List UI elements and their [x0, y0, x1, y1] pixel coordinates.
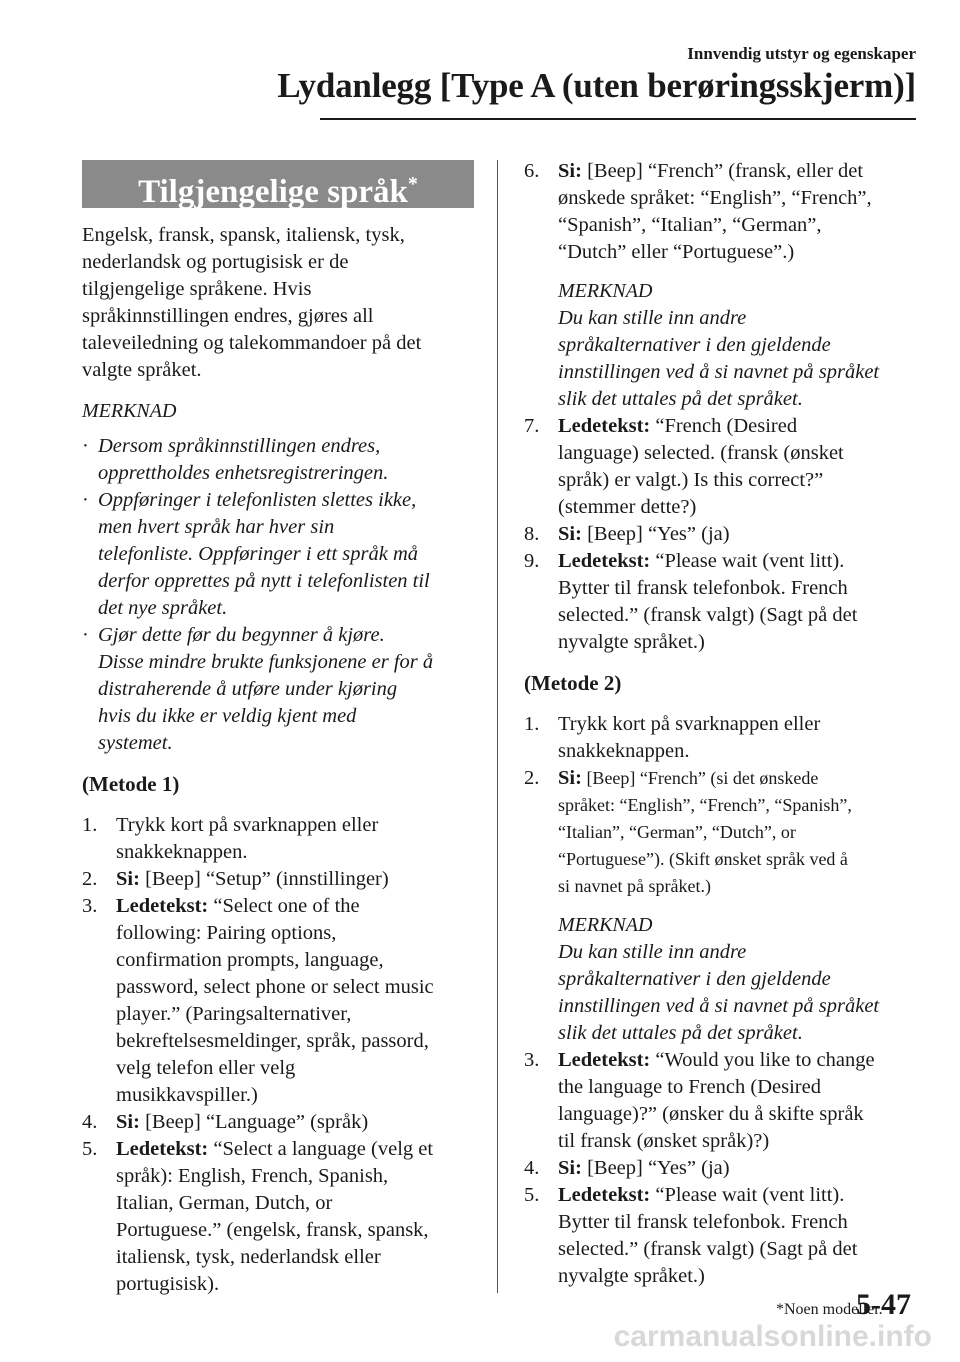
note-line: innstillingen ved å si navnet på språket: [558, 361, 880, 383]
step-content: til fransk (ønsket språk)?): [558, 1130, 770, 1152]
step-line: [524, 575, 916, 602]
step-text: [116, 866, 474, 893]
step-line: [524, 1155, 916, 1182]
bullet-text: distraherende å utføre under kjøring: [98, 678, 398, 700]
step-line: [82, 920, 474, 947]
intro-line: taleveiledning og talekommandoer på det: [82, 332, 422, 354]
step-number: [82, 1244, 116, 1271]
bullet-dot: ·: [82, 624, 89, 646]
note-line: Du kan stille inn andre: [558, 307, 747, 329]
step-label: Ledetekst:: [558, 1049, 651, 1071]
step-line: [524, 521, 916, 548]
intro-line: nederlandsk og portugisisk er de: [82, 251, 349, 273]
step-text: [116, 893, 474, 920]
step-line: [82, 974, 474, 1001]
step-line: [82, 1028, 474, 1055]
step-line: [82, 839, 474, 866]
step-text: [116, 1190, 474, 1217]
step-label: Ledetekst:: [558, 550, 651, 572]
step-number: 6.: [524, 160, 540, 182]
step-text: [116, 839, 474, 866]
step-number: 4.: [524, 1157, 540, 1179]
step-line: [82, 1163, 474, 1190]
step-line: [524, 440, 916, 467]
bullet-dot: [82, 703, 98, 730]
step-content: “Please wait (vent litt).: [650, 1184, 845, 1206]
step-number: [82, 1163, 116, 1190]
step-line: [82, 1136, 474, 1163]
step-content: language) selected. (fransk (ønsket: [558, 442, 844, 464]
step-text: [558, 185, 916, 212]
step-label: Si:: [116, 868, 140, 890]
header-rule: [320, 118, 916, 120]
step-number: [524, 792, 558, 819]
step-content: confirmation prompts, language,: [116, 949, 384, 971]
step-line: [524, 413, 916, 440]
note-bullet-line: [82, 541, 474, 568]
step-text: [116, 1136, 474, 1163]
bullet-dot: ·: [82, 435, 89, 457]
note-line: språkalternativer i den gjeldende: [558, 334, 831, 356]
note-line: innstillingen ved å si navnet på språket: [558, 995, 880, 1017]
step-content: snakkeknappen.: [116, 841, 248, 863]
bullet-text: derfor opprettes på nytt i telefonlisten til: [98, 570, 430, 592]
step-text: [116, 1109, 474, 1136]
step-content: Portuguese.” (engelsk, fransk, spansk,: [116, 1219, 429, 1241]
step-content: selected.” (fransk valgt) (Sagt på det: [558, 604, 858, 626]
step-content: “Please wait (vent litt).: [650, 550, 845, 572]
step-number: 5.: [82, 1138, 98, 1160]
step-label: Ledetekst:: [558, 415, 651, 437]
note-line: Du kan stille inn andre: [558, 941, 747, 963]
step-number: [82, 920, 116, 947]
step-text: [116, 1217, 474, 1244]
step-content: bekreftelsesmeldinger, språk, passord,: [116, 1030, 429, 1052]
step-number: [82, 1028, 116, 1055]
note-bullet-line: [82, 514, 474, 541]
step-content: [Beep] “French” (fransk, eller det: [581, 160, 864, 182]
step-content: player.” (Paringsalternativer,: [116, 1003, 352, 1025]
note-bullet-line: [82, 460, 474, 487]
step-number: 9.: [524, 550, 540, 572]
step-text: [116, 1082, 474, 1109]
bullet-dot: [82, 541, 98, 568]
step-number: 1.: [82, 814, 98, 836]
step-label: Si:: [558, 767, 582, 789]
bullet-dot: [82, 676, 98, 703]
step-line: [82, 1190, 474, 1217]
step-content: the language to French (Desired: [558, 1076, 821, 1098]
step-text: [558, 1101, 916, 1128]
step-text: [558, 1047, 916, 1074]
note-bullet-line: [82, 595, 474, 622]
step-text: [558, 765, 916, 792]
step-text: [558, 548, 916, 575]
column-divider: [497, 160, 498, 1293]
step-content: “Italian”, “German”, “Dutch”, or: [558, 822, 796, 842]
right-column: [524, 158, 916, 1290]
step-text: [558, 792, 916, 819]
step-content: velg telefon eller velg: [116, 1057, 296, 1079]
step-number: [82, 1217, 116, 1244]
method2-steps-after: [524, 1047, 916, 1290]
step-line: [524, 1263, 916, 1290]
step-number: 2.: [524, 767, 540, 789]
step-line: [524, 602, 916, 629]
step-content: Trykk kort på svarknappen eller: [116, 814, 379, 836]
step-content: “Spanish”, “Italian”, “German”,: [558, 214, 822, 236]
step-line: [524, 1074, 916, 1101]
step-content: musikkavspiller.): [116, 1084, 258, 1106]
step-line: [524, 711, 916, 738]
step-text: [558, 711, 916, 738]
step-text: [558, 467, 916, 494]
step-text: [116, 1001, 474, 1028]
method1-steps: [82, 812, 474, 1298]
step-number: [82, 1271, 116, 1298]
step-line: [82, 1244, 474, 1271]
step-line: [82, 947, 474, 974]
step-line: [82, 1082, 474, 1109]
step-number: [82, 839, 116, 866]
step-text: [558, 873, 916, 900]
step-text: [116, 974, 474, 1001]
bullet-text: Gjør dette før du begynner å kjøre.: [98, 624, 385, 646]
step-number: [524, 738, 558, 765]
banner-asterisk: *: [407, 173, 418, 195]
footnote: *Noen modeller.: [776, 1301, 883, 1318]
step-content: [Beep] “Yes” (ja): [581, 1157, 730, 1179]
step-content: “Select one of the: [208, 895, 360, 917]
step-text: [116, 812, 474, 839]
step-label: Si:: [116, 1111, 140, 1133]
step-line: [82, 1217, 474, 1244]
bullet-dot: [82, 568, 98, 595]
step-content: “Portuguese”). (Skift ønsket språk ved å: [558, 849, 848, 869]
step-number: [524, 1209, 558, 1236]
step-number: [524, 846, 558, 873]
step-text: [558, 212, 916, 239]
note-bullets: [82, 433, 474, 757]
step-text: [558, 1209, 916, 1236]
step-number: [524, 467, 558, 494]
step-text: [558, 1128, 916, 1155]
note-bullet-line: [82, 676, 474, 703]
step-text: [558, 846, 916, 873]
step-text: [558, 158, 916, 185]
method1-steps-after: [524, 413, 916, 656]
note-label: MERKNAD: [558, 280, 653, 302]
note-line: språkalternativer i den gjeldende: [558, 968, 831, 990]
step-number: [524, 440, 558, 467]
step-text: [558, 521, 916, 548]
note-bullet-line: [82, 703, 474, 730]
intro-line: tilgjengelige språkene. Hvis: [82, 278, 312, 300]
method2-heading: (Metode 2): [524, 671, 622, 695]
step-number: 1.: [524, 713, 540, 735]
step-number: [524, 212, 558, 239]
note-bullet-line: [82, 487, 474, 514]
step-label: Ledetekst:: [116, 1138, 209, 1160]
step-number: 3.: [82, 895, 98, 917]
step-content: Bytter til fransk telefonbok. French: [558, 1211, 848, 1233]
note-line: slik det uttales på det språket.: [558, 1022, 803, 1044]
step-line: [82, 1109, 474, 1136]
step-number: [524, 602, 558, 629]
step-line: [82, 812, 474, 839]
step-label: Ledetekst:: [558, 1184, 651, 1206]
step-line: [82, 893, 474, 920]
step-line: [524, 212, 916, 239]
step-text: [116, 1163, 474, 1190]
step-line: [524, 1047, 916, 1074]
step-text: [558, 1155, 916, 1182]
step-number: [524, 185, 558, 212]
step-line: [524, 239, 916, 266]
step-line: [524, 494, 916, 521]
bullet-text: systemet.: [98, 732, 173, 754]
step-text: [558, 494, 916, 521]
step-text: [558, 1236, 916, 1263]
step-content: language)?” (ønsker du å skifte språk: [558, 1103, 864, 1125]
step-text: [116, 920, 474, 947]
step-text: [116, 947, 474, 974]
step-content: “Select a language (velg et: [208, 1138, 434, 1160]
bullet-text: telefonliste. Oppføringer i ett språk må: [98, 543, 418, 565]
page-title: Lydanlegg [Type A (uten berøringsskjerm)]: [277, 66, 916, 105]
banner-title: Tilgjengelige språk: [138, 174, 408, 210]
bullet-dot: ·: [82, 489, 89, 511]
step-label: Si:: [558, 1157, 582, 1179]
step-text: [558, 575, 916, 602]
step-content: si navnet på språket.): [558, 876, 711, 896]
step-content: Bytter til fransk telefonbok. French: [558, 577, 848, 599]
step-content: “Dutch” eller “Portuguese”.): [558, 241, 795, 263]
step-number: [524, 1263, 558, 1290]
step-content: password, select phone or select music: [116, 976, 434, 998]
note-bullet-line: [82, 622, 474, 649]
step-line: [524, 548, 916, 575]
method2-steps: [524, 711, 916, 900]
step-number: [82, 974, 116, 1001]
step-line: [524, 185, 916, 212]
step-line: [82, 866, 474, 893]
step-line: [524, 158, 916, 185]
note-bullet-line: [82, 568, 474, 595]
step-content: “French (Desired: [650, 415, 798, 437]
step-content: “Would you like to change: [650, 1049, 875, 1071]
bullet-text: opprettholdes enhetsregistreringen.: [98, 462, 389, 484]
step-number: [524, 1101, 558, 1128]
step-line: [524, 792, 916, 819]
step-text: [558, 1074, 916, 1101]
step-label: Si:: [558, 523, 582, 545]
step-content: (stemmer dette?): [558, 496, 697, 518]
note-bullet-line: [82, 649, 474, 676]
step-text: [558, 819, 916, 846]
method2-note: [524, 912, 916, 1047]
step-number: [524, 873, 558, 900]
step-line: [524, 629, 916, 656]
bullet-text: Disse mindre brukte funksjonene er for å: [98, 651, 434, 673]
step-content: ønskede språket: “English”, “French”,: [558, 187, 872, 209]
step-line: [524, 1101, 916, 1128]
step-text: [558, 629, 916, 656]
step-line: [524, 846, 916, 873]
step-label: Si:: [558, 160, 582, 182]
step-text: [558, 602, 916, 629]
step-number: 2.: [82, 868, 98, 890]
note-line: slik det uttales på det språket.: [558, 388, 803, 410]
step-line: [524, 765, 916, 792]
step-number: [82, 1190, 116, 1217]
left-column: [82, 160, 474, 1298]
step-text: [558, 239, 916, 266]
bullet-dot: [82, 730, 98, 757]
bullet-text: hvis du ikke er veldig kjent med: [98, 705, 357, 727]
watermark: carmanualsonline.info: [613, 1320, 932, 1353]
note-label: MERKNAD: [82, 400, 177, 422]
note-bullet-line: [82, 433, 474, 460]
step-content: [Beep] “Language” (språk): [139, 1111, 369, 1133]
step-content: språk): English, French, Spanish,: [116, 1165, 389, 1187]
method1-note: [524, 278, 916, 413]
step-text: [558, 738, 916, 765]
step-label: Ledetekst:: [116, 895, 209, 917]
intro-line: valgte språket.: [82, 359, 202, 381]
step-number: [524, 1236, 558, 1263]
note-label: MERKNAD: [558, 914, 653, 936]
step-content: Italian, German, Dutch, or: [116, 1192, 333, 1214]
step-line: [524, 819, 916, 846]
page-number: 5-47: [856, 1288, 911, 1321]
step-content: språket: “English”, “French”, “Spanish”,: [558, 795, 852, 815]
step-line: [82, 1055, 474, 1082]
step-text: [116, 1028, 474, 1055]
bullet-text: Dersom språkinnstillingen endres,: [98, 435, 381, 457]
step-number: 4.: [82, 1111, 98, 1133]
step-line: [524, 1236, 916, 1263]
step-number: 5.: [524, 1184, 540, 1206]
step-number: [524, 819, 558, 846]
step-content: nyvalgte språket.): [558, 631, 705, 653]
note-bullet-line: [82, 730, 474, 757]
step-content: [Beep] “Yes” (ja): [581, 523, 730, 545]
step-number: [82, 1001, 116, 1028]
bullet-dot: [82, 460, 98, 487]
step-content: snakkeknappen.: [558, 740, 690, 762]
step-line: [524, 467, 916, 494]
step-text: [558, 1263, 916, 1290]
step-text: [116, 1055, 474, 1082]
method1-heading: (Metode 1): [82, 772, 180, 796]
intro-line: Engelsk, fransk, spansk, italiensk, tysk,: [82, 224, 405, 246]
step-number: [82, 1082, 116, 1109]
step-text: [116, 1271, 474, 1298]
step-content: nyvalgte språket.): [558, 1265, 705, 1287]
step-content: [Beep] “Setup” (innstillinger): [139, 868, 389, 890]
step-line: [82, 1001, 474, 1028]
step-line: [524, 1128, 916, 1155]
step-text: [558, 1182, 916, 1209]
intro-paragraph: [82, 222, 474, 384]
step-number: [524, 629, 558, 656]
step-number: [524, 1128, 558, 1155]
step-number: [524, 575, 558, 602]
bullet-text: det nye språket.: [98, 597, 228, 619]
step-number: [524, 239, 558, 266]
step-line: [82, 1271, 474, 1298]
intro-line: språkinnstillingen endres, gjøres all: [82, 305, 374, 327]
step-number: 7.: [524, 415, 540, 437]
step-text: [116, 1244, 474, 1271]
step-content: selected.” (fransk valgt) (Sagt på det: [558, 1238, 858, 1260]
step-number: [82, 1055, 116, 1082]
step-line: [524, 873, 916, 900]
step-content: following: Pairing options,: [116, 922, 337, 944]
bullet-dot: [82, 649, 98, 676]
step-number: 8.: [524, 523, 540, 545]
step-line: [524, 1182, 916, 1209]
step-content: språk) er valgt.) Is this correct?”: [558, 469, 824, 491]
step-content: [Beep] “French” (si det ønskede: [581, 768, 819, 788]
step-text: [558, 413, 916, 440]
step-content: portugisisk).: [116, 1273, 220, 1295]
bullet-text: Oppføringer i telefonlisten slettes ikke,: [98, 489, 417, 511]
bullet-dot: [82, 514, 98, 541]
step-content: italiensk, tysk, nederlandsk eller: [116, 1246, 381, 1268]
step-line: [524, 738, 916, 765]
bullet-dot: [82, 595, 98, 622]
section-banner: [82, 160, 474, 208]
method1-steps-cont: [524, 158, 916, 266]
step-content: Trykk kort på svarknappen eller: [558, 713, 821, 735]
step-line: [524, 1209, 916, 1236]
section-label: Innvendig utstyr og egenskaper: [687, 44, 916, 63]
step-number: [524, 494, 558, 521]
step-number: [524, 1074, 558, 1101]
step-number: [82, 947, 116, 974]
step-number: 3.: [524, 1049, 540, 1071]
bullet-text: men hvert språk har hver sin: [98, 516, 335, 538]
step-text: [558, 440, 916, 467]
